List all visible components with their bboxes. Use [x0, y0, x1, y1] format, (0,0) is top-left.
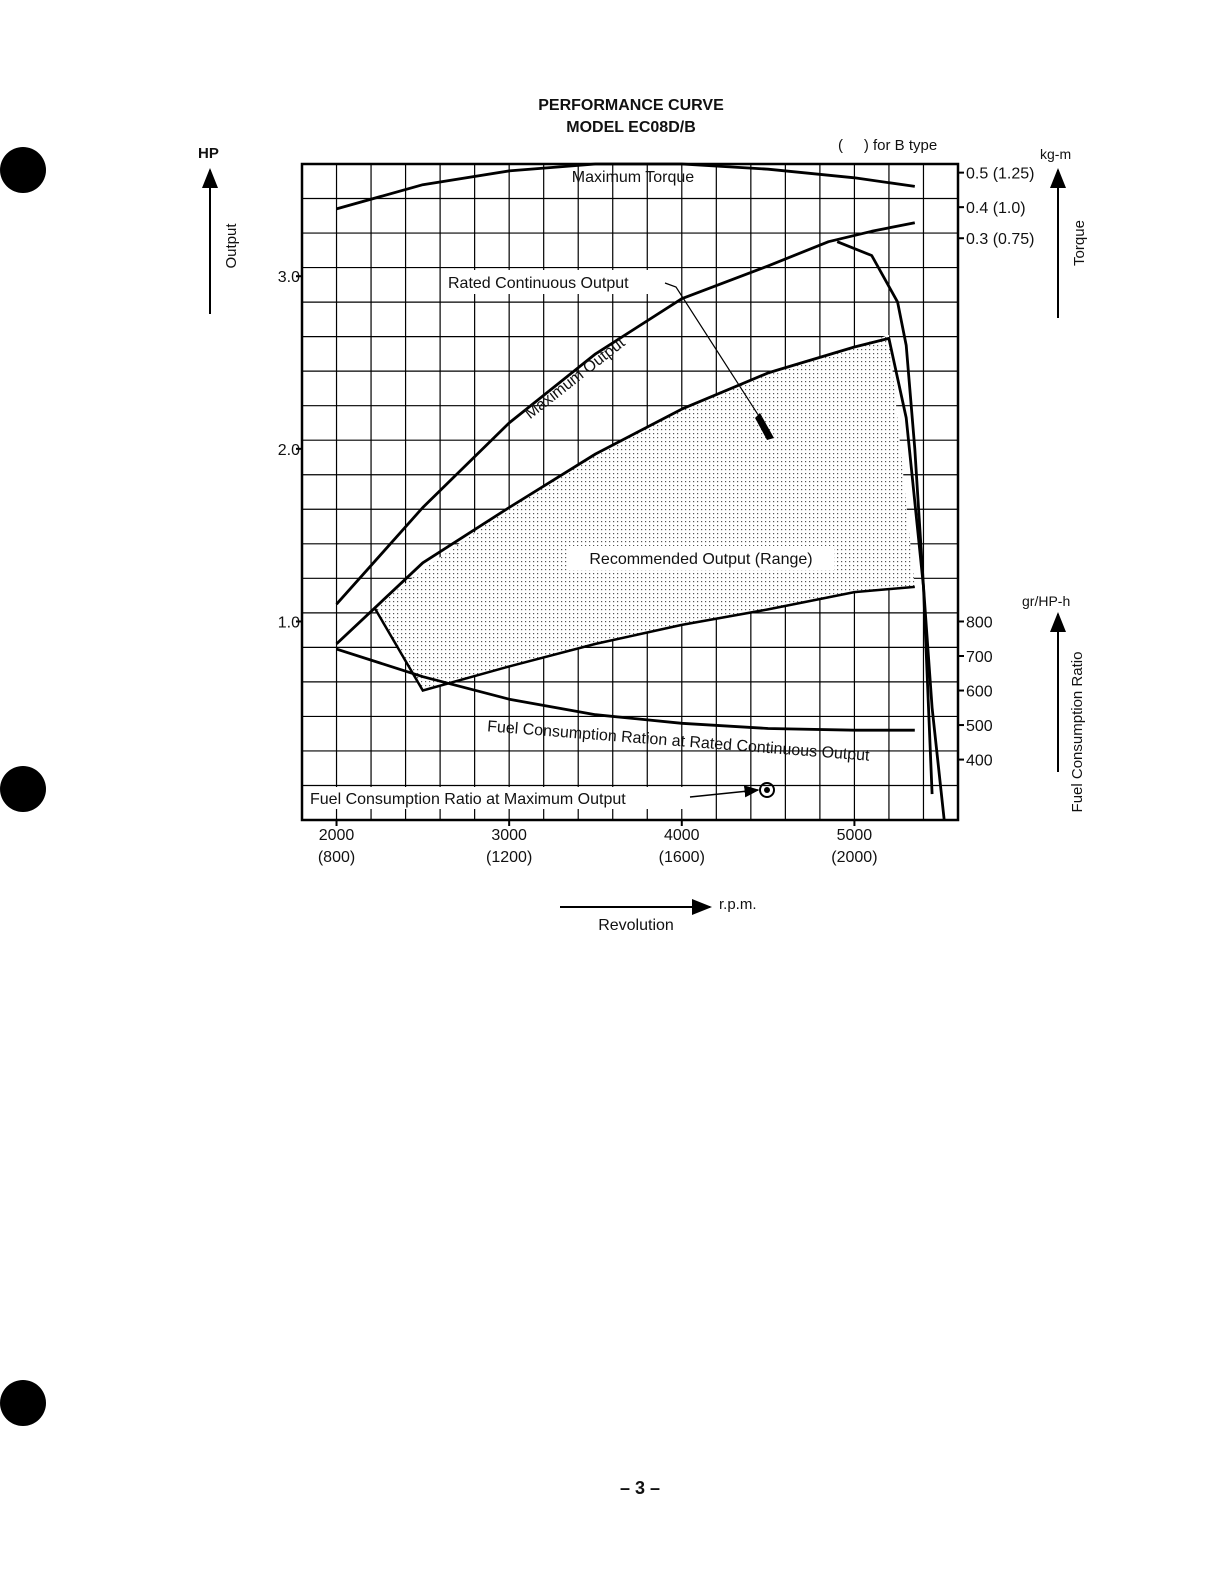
x-tick-label: 3000 [491, 827, 527, 844]
y-fuel-tick-label: 400 [966, 752, 993, 770]
fuel-max-pointer [690, 790, 758, 797]
y-fuel-label: Fuel Consumption Ratio [1069, 651, 1086, 813]
y-fuel-tick-label: 800 [966, 614, 993, 632]
x-tick-b-label: (1600) [658, 849, 705, 866]
y-torque-unit: kg-m [1040, 146, 1072, 162]
y-left-tick-label: 2.0 [277, 441, 300, 459]
x-tick-label: 4000 [663, 827, 700, 844]
y-torque-tick-label: 0.5 (1.25) [966, 165, 1035, 183]
annotation-maximum-torque: Maximum Torque [571, 169, 695, 186]
annotation-recommended: Recommended Output (Range) [589, 551, 813, 568]
y-left-unit: HP [198, 145, 219, 162]
y-left-tick-label: 3.0 [277, 269, 300, 287]
x-tick-b-label: (1200) [486, 849, 533, 866]
chart-subtitle: MODEL EC08D/B [566, 119, 696, 136]
x-tick-label: 2000 [318, 827, 355, 844]
recommended-output-region [375, 335, 915, 691]
y-fuel-tick-label: 600 [966, 683, 993, 701]
y-fuel-tick-label: 700 [966, 649, 993, 666]
y-torque-label: Torque [1071, 220, 1088, 266]
y-left-label: Output [223, 223, 240, 269]
y-fuel-tick-label: 500 [966, 718, 993, 736]
x-tick-b-label: (2000) [831, 849, 878, 866]
annotation-fuel-max: Fuel Consumption Ratio at Maximum Output [310, 791, 626, 808]
annotation-fuel-rated: Fuel Consumption Ration at Rated Continuous Output [486, 718, 871, 765]
x-tick-label: 5000 [836, 827, 873, 844]
fuel-max-marker-dot [764, 787, 770, 793]
chart-title: PERFORMANCE CURVE [538, 97, 724, 114]
annotation-rated-continuous: Rated Continuous Output [448, 275, 629, 292]
b-type-note: ( ) for B type [838, 137, 938, 154]
region-fill [375, 335, 915, 691]
y-fuel-unit: gr/HP-h [1022, 593, 1071, 609]
x-label: Revolution [598, 917, 674, 934]
x-tick-b-label: (800) [317, 849, 356, 866]
x-unit: r.p.m. [719, 896, 757, 913]
y-torque-tick-label: 0.3 (0.75) [966, 231, 1035, 249]
page-number: – 3 – [619, 1478, 661, 1498]
y-left-tick-label: 1.0 [277, 614, 300, 632]
annotation-maximum-output: Maximum Output [522, 334, 629, 423]
y-torque-tick-label: 0.4 (1.0) [966, 200, 1026, 218]
